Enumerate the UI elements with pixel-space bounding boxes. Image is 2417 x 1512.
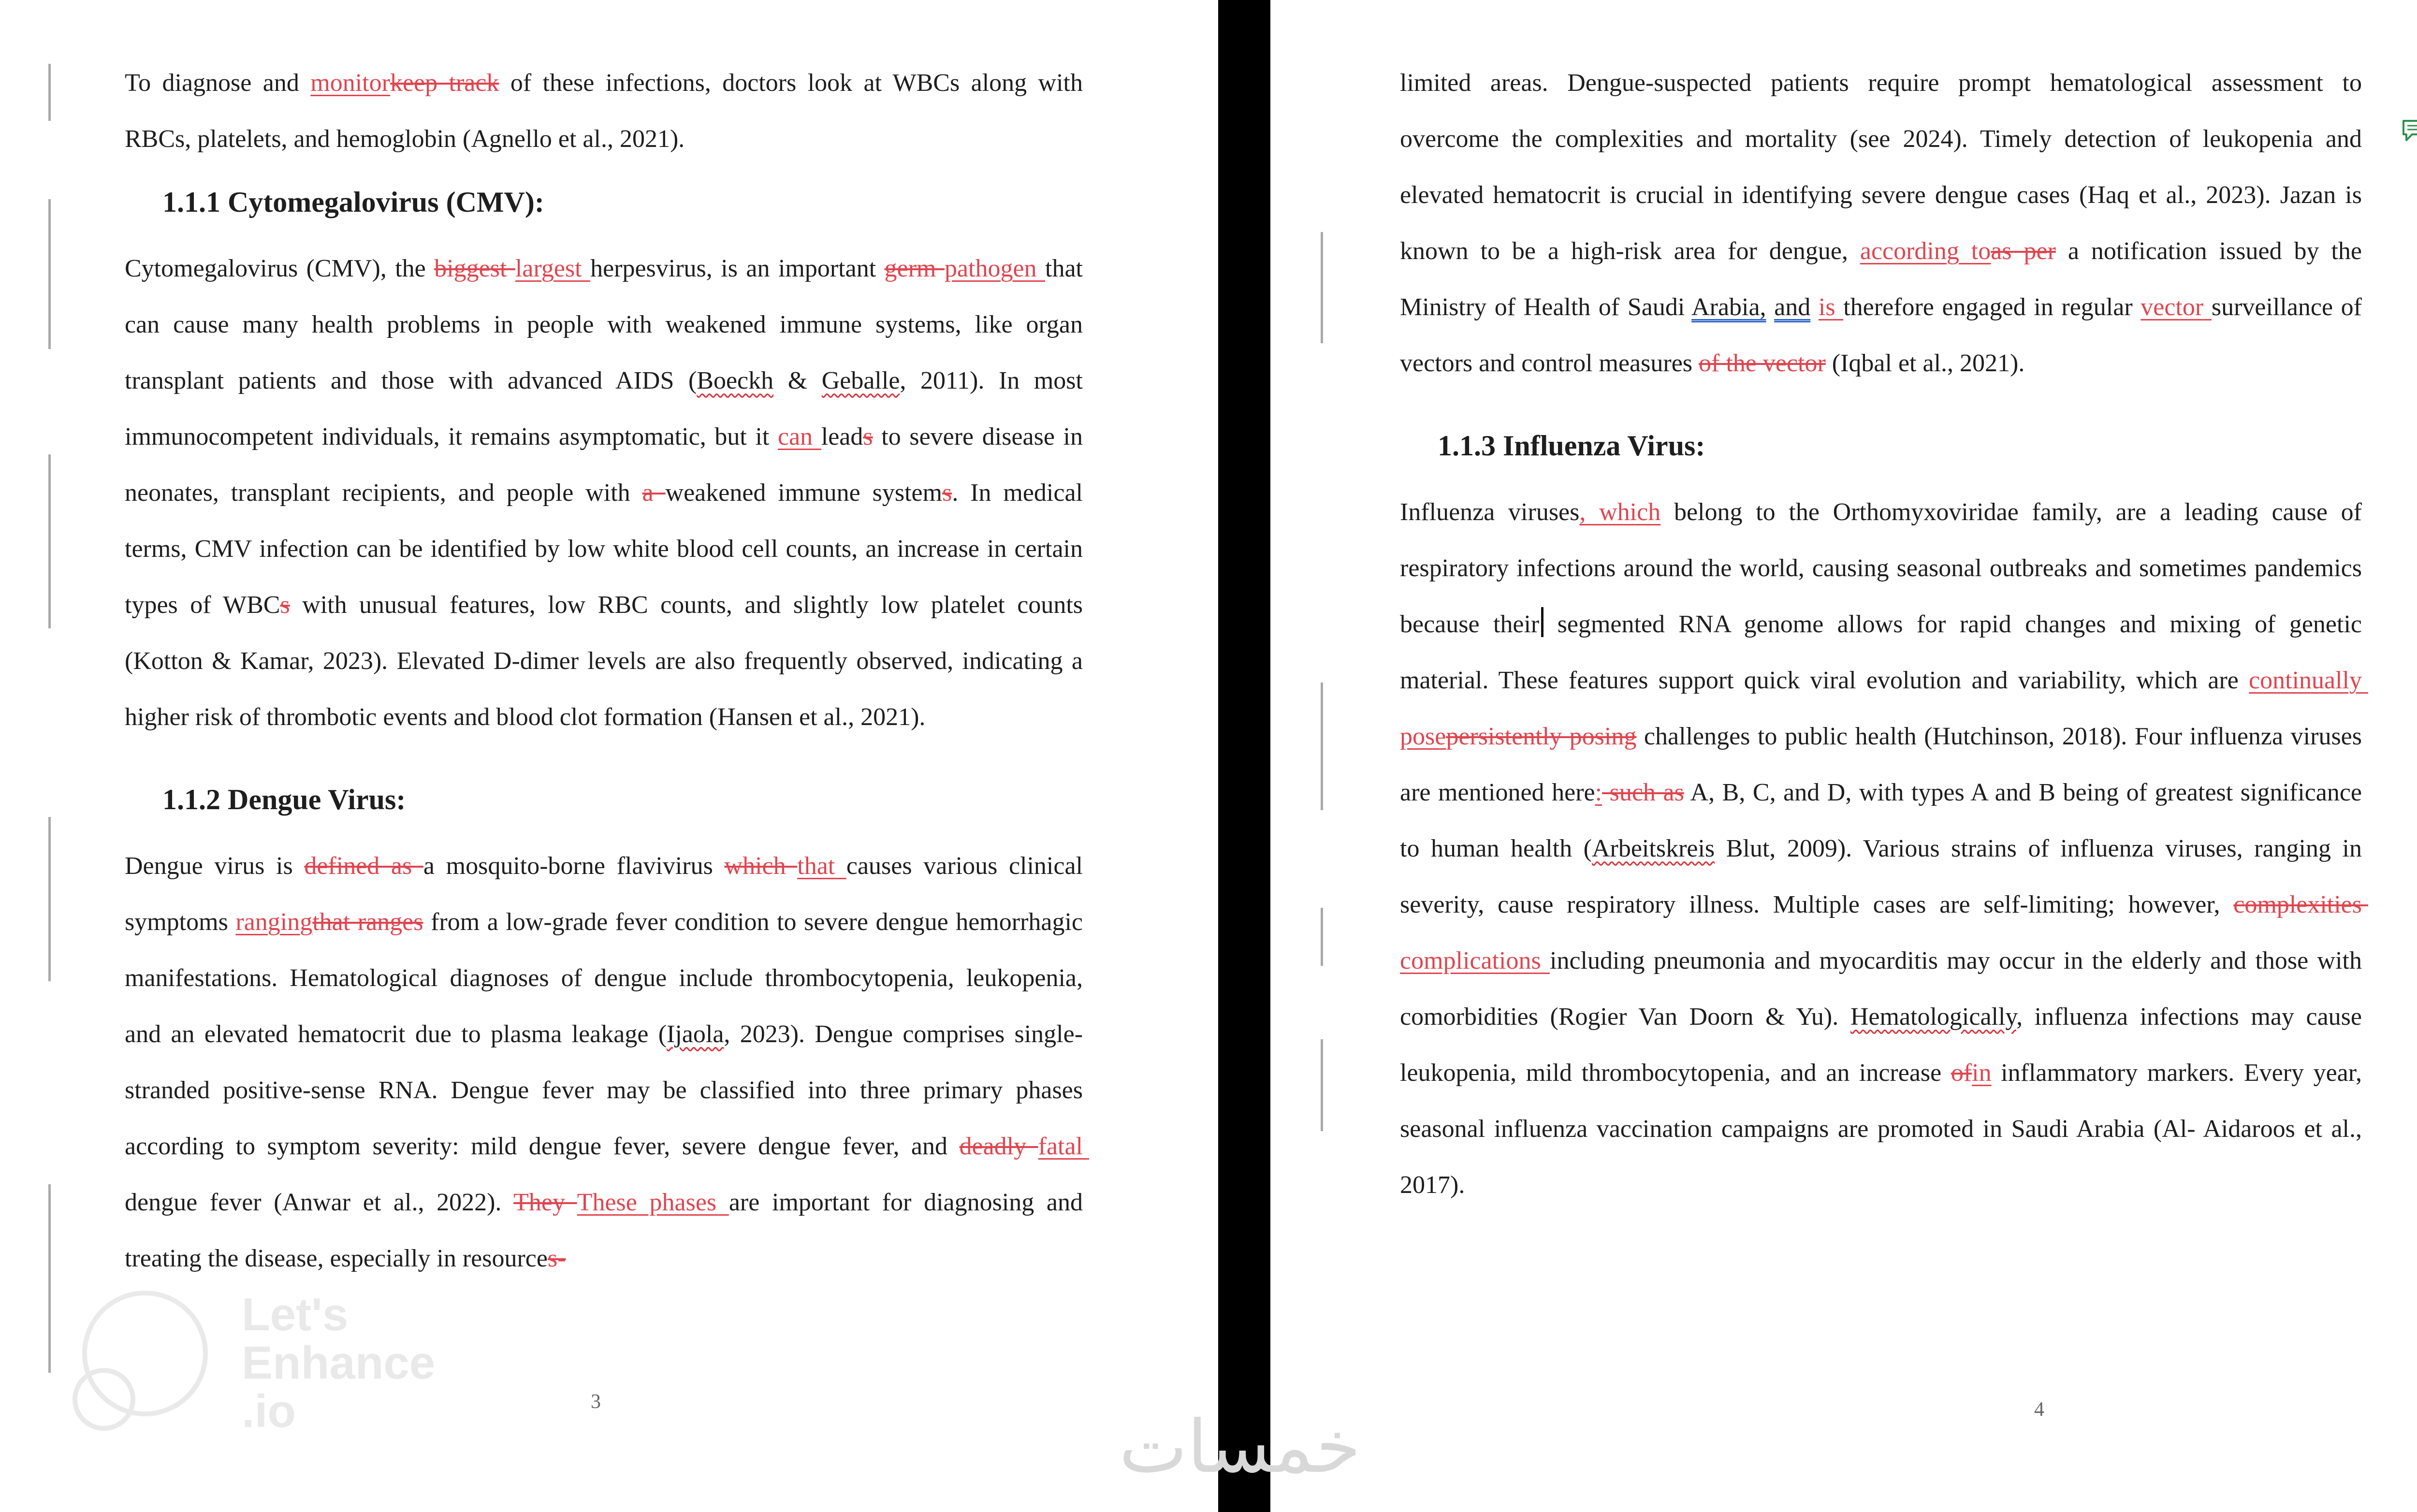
inserted-text: in	[1972, 1059, 1992, 1087]
paragraph-cytomegalovirus[interactable]	[125, 241, 1089, 745]
grammar-flag: and	[1774, 293, 1811, 321]
deleted-text: a	[642, 479, 666, 507]
page-gutter	[1218, 0, 1270, 1512]
text-run: belong to the Orthomyxoviridae family, are a leading cause of respiratory infections around the world, causing seasonal outbreaks and sometimes pandemics because their	[1400, 498, 2368, 638]
text-run: &	[773, 367, 822, 394]
inserted-text: vector	[2140, 293, 2212, 321]
inserted-text: according to	[1860, 237, 1991, 265]
spelling-flag: Hematologically	[1850, 1003, 2017, 1031]
deleted-text: s	[280, 591, 290, 619]
text-run: a notification issued by the Ministry of Health of Saudi	[1400, 237, 2368, 321]
deleted-text: persistently posing	[1446, 723, 1637, 750]
change-bar	[1321, 908, 1323, 966]
heading-cytomegalovirus: 1.1.1 Cytomegalovirus (CMV):	[162, 186, 544, 218]
text-run	[1810, 293, 1819, 321]
paragraph-dengue-continued[interactable]	[1400, 55, 2368, 392]
text-run: of these infections, doctors look at WBCs along with RBCs, platelets, and hemoglobin (Agnello et al., 2021).	[125, 69, 1089, 153]
page-number: 3	[591, 1391, 601, 1413]
deleted-text: They	[513, 1189, 577, 1216]
watermark-line: Enhance	[242, 1337, 436, 1389]
text-run: herpesvirus, is an important	[590, 255, 885, 282]
text-run: causes various clinical symptoms	[125, 852, 1089, 936]
deleted-text: complexities	[2233, 891, 2368, 918]
paragraph-influenza[interactable]	[1400, 484, 2369, 1213]
text-run: therefore engaged in regular	[1843, 293, 2141, 321]
deleted-text: defined as	[304, 852, 423, 880]
deleted-text: such as	[1602, 779, 1684, 806]
text-run: with unusual features, low RBC counts, and slightly low platelet counts (Kotton & Kamar, 2023). Elevated D-dimer levels are also frequently observed, indicating a higher risk of thrombotic events and blood clot formation (Hansen et al., 2021).	[125, 591, 1089, 731]
text-run: surveillance of vectors and control measures	[1400, 293, 2368, 377]
change-bar	[48, 817, 51, 981]
document-page-right	[1270, 0, 2417, 1512]
text-run: A, B, C, and D, with types A and B being of greatest significance to human health (	[1400, 779, 2368, 862]
text-run: Influenza viruses	[1400, 498, 1580, 526]
deleted-text: biggest	[434, 255, 515, 282]
text-run: including pneumonia and myocarditis may occur in the elderly and those with comorbidities (Rogier Van Doorn & Yu).	[1400, 947, 2368, 1031]
spelling-flag: Geballe	[821, 367, 900, 394]
inserted-text: can	[777, 423, 821, 451]
text-run: inflammatory markers. Every year, seasonal influenza vaccination campaigns are promoted in Saudi Arabia (Al- Aidaroos et al., 2017).	[1400, 1059, 2368, 1199]
text-run: , 2023). Dengue comprises single-stranded positive-sense RNA. Dengue fever may be classified into three primary phases according to symptom severity: mild dengue fever, severe dengue fever, and	[125, 1020, 1089, 1160]
text-run	[1766, 293, 1775, 321]
text-run: , 2011). In most immunocompetent individuals, it remains asymptomatic, but it	[125, 367, 1089, 451]
inserted-text: These phases	[577, 1189, 729, 1216]
inserted-text: :	[1595, 779, 1602, 806]
page-content-right	[1400, 55, 2369, 1213]
inserted-text: fatal	[1038, 1133, 1089, 1160]
change-bar	[1321, 1039, 1323, 1131]
text-run: are important for diagnosing and treating the disease, especially in resource	[125, 1189, 1090, 1272]
text-run: Blut, 2009). Various strains of influenza viruses, ranging in severity, cause respiratory illness. Multiple cases are self-limiting; however,	[1400, 835, 2368, 918]
change-bar	[1321, 683, 1323, 810]
text-run: to severe disease in neonates, transplant recipients, and people with	[125, 423, 1089, 507]
text-run: (Iqbal et al., 2021).	[1825, 349, 2025, 377]
text-run: is	[276, 852, 305, 880]
text-run: Cytomegalovirus (CMV), the	[125, 255, 435, 282]
grammar-flag: Arabia,	[1691, 293, 1766, 321]
text-run: , influenza infections may cause leukopenia, mild thrombocytopenia, and an increase	[1400, 1003, 2369, 1087]
letsenhance-watermark	[73, 1291, 459, 1436]
change-bar	[48, 199, 51, 349]
deleted-text: keep track	[390, 69, 499, 97]
watermark-circle-icon	[73, 1368, 135, 1431]
text-run: Dengue virus	[125, 852, 277, 880]
deleted-text: s	[863, 423, 873, 451]
spelling-flag: Boeckh	[697, 367, 774, 394]
inserted-text: monitor	[310, 69, 390, 97]
paragraph-dengue[interactable]	[125, 838, 1090, 1287]
deleted-text: s	[942, 479, 952, 507]
deleted-text: of	[1951, 1059, 1972, 1087]
change-bar	[1321, 232, 1323, 343]
page-content-left	[125, 55, 1090, 1287]
heading-influenza: 1.1.3 Influenza Virus:	[1438, 430, 1705, 462]
text-run: that can cause many health problems in people with weakened immune systems, like organ transplant patients and those with advanced AIDS (	[125, 255, 1089, 394]
inserted-text: pathogen	[944, 255, 1046, 282]
text-run: weakened immune system	[665, 479, 943, 507]
deleted-text: s-	[547, 1245, 566, 1272]
page-number: 4	[2034, 1398, 2044, 1421]
inserted-text: , which	[1579, 498, 1661, 526]
watermark-text: خمسات	[1119, 1405, 1361, 1489]
inserted-text: is	[1818, 293, 1844, 321]
text-run: a mosquito-borne flavivirus	[423, 852, 725, 880]
khamsat-watermark	[1083, 1399, 1397, 1496]
spelling-flag: Arbeitskreis	[1591, 835, 1715, 862]
text-run: lead	[821, 423, 863, 451]
comment-icon[interactable]	[2402, 119, 2417, 142]
text-run: challenges to public health (Hutchinson, 2018). Four influenza viruses are mentioned here	[1400, 723, 2369, 806]
inserted-text: that	[797, 852, 846, 880]
deleted-text: deadly	[959, 1133, 1038, 1160]
deleted-text: which	[724, 852, 798, 880]
text-run: dengue fever (Anwar et al., 2022).	[125, 1189, 514, 1216]
spelling-flag: Ijaola	[667, 1020, 724, 1048]
text-run: segmented RNA genome allows for rapid changes and mixing of genetic material. These features support quick viral evolution and variability, which are	[1400, 611, 2368, 694]
heading-dengue: 1.1.2 Dengue Virus:	[162, 784, 406, 815]
change-bar	[48, 64, 51, 121]
change-bar	[48, 454, 51, 628]
text-run: To diagnose and	[125, 69, 311, 97]
text-run: . In medical terms, CMV infection can be identified by low white blood cell counts, an increase in certain types of WBC	[125, 479, 1089, 619]
watermark-line: .io	[242, 1385, 296, 1437]
change-bar	[48, 1184, 51, 1373]
deleted-text: of the vector	[1699, 349, 1826, 377]
deleted-text: as per	[1991, 237, 2056, 265]
deleted-text: germ	[884, 255, 945, 282]
deleted-text: that ranges	[312, 908, 423, 936]
inserted-text: continually pose	[1400, 667, 2368, 750]
paragraph-intro[interactable]	[125, 55, 1089, 167]
watermark-line: Let's	[242, 1289, 349, 1340]
inserted-text: complications	[1400, 947, 1550, 974]
text-run: limited areas. Dengue-suspected patients require prompt hematological assessment to overcome the complexities and mortality (see 2024). Timely detection of leukopenia and elevated hematocrit is crucial in identifying severe dengue cases (Haq et al., 2023). Jazan is known to be a high-risk area for dengue,	[1400, 69, 2368, 265]
inserted-text: largest	[515, 255, 591, 282]
inserted-text: ranging	[235, 908, 313, 936]
text-run: from a low-grade fever condition to severe dengue hemorrhagic manifestations. Hematological diagnoses of dengue include thrombocytopenia, leukopenia, and an elevated hematocrit due to plasma leakage (	[125, 908, 1089, 1048]
